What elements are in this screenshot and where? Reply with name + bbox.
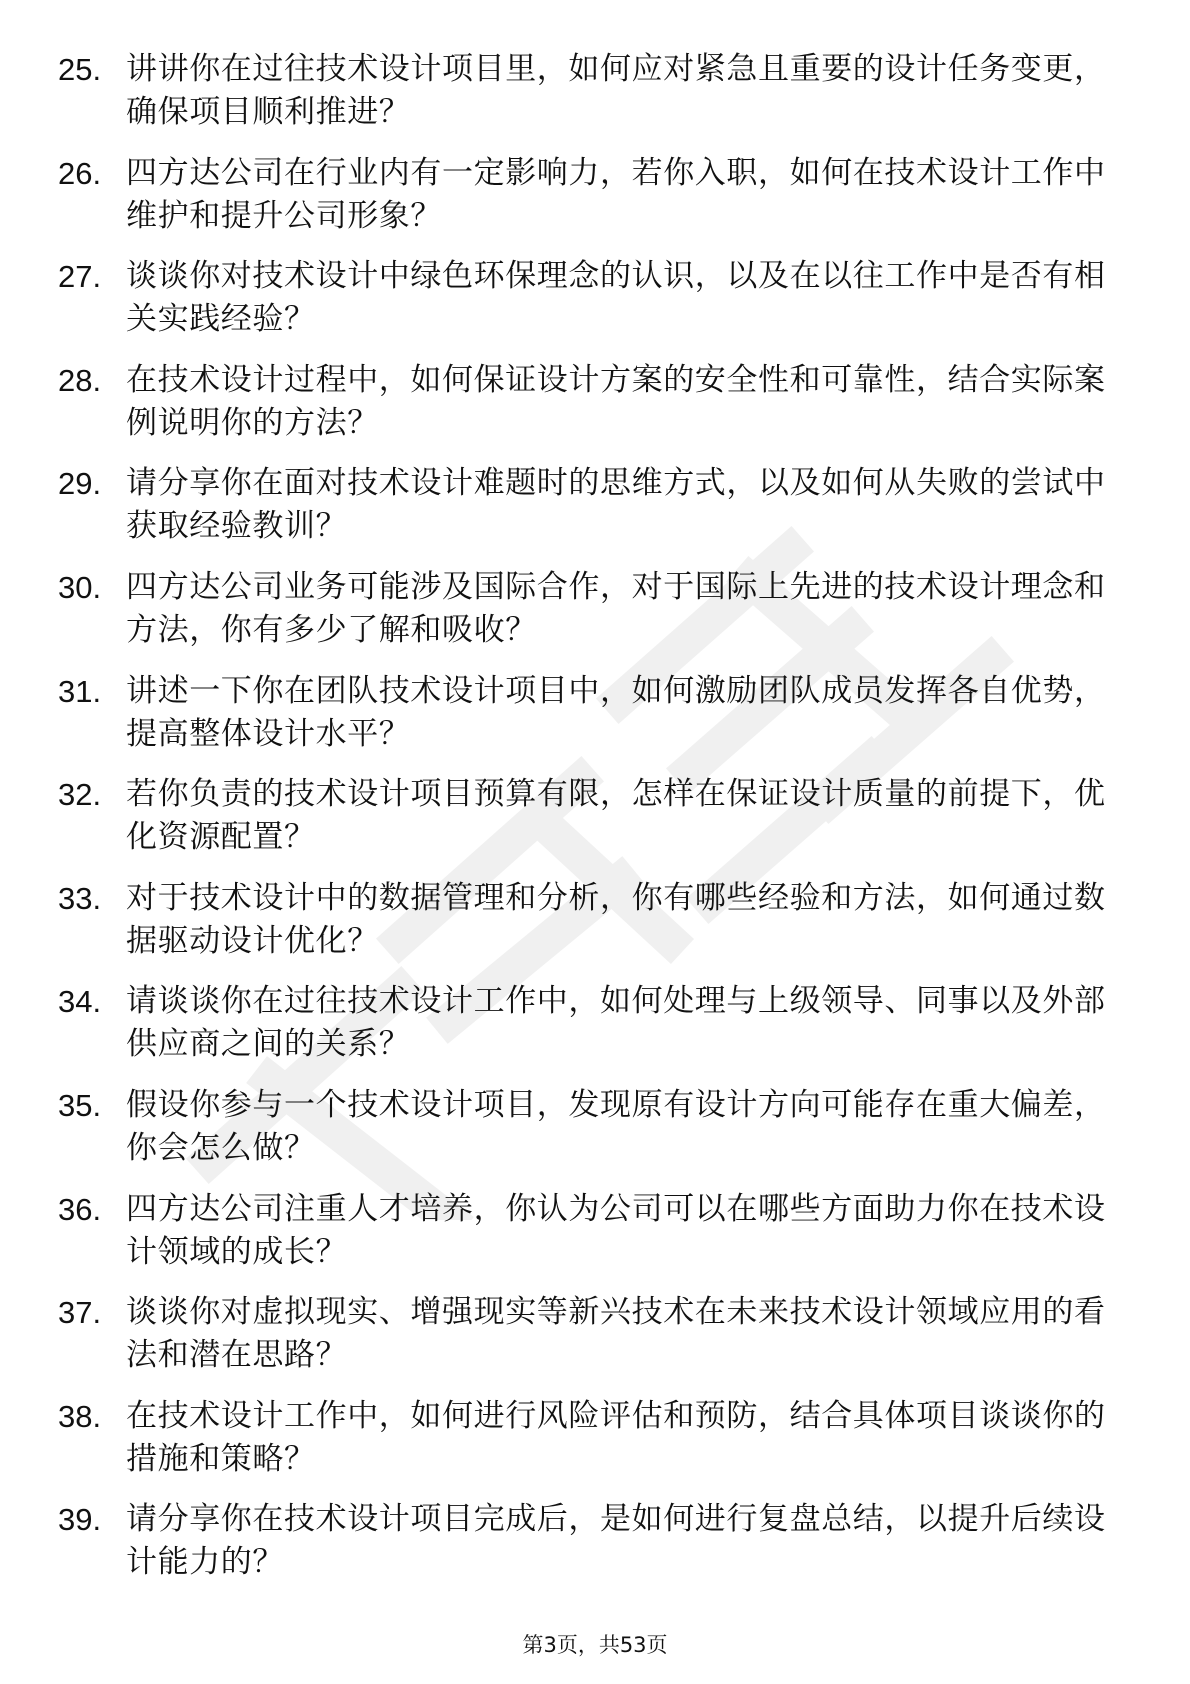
- question-item: [58, 48, 1118, 152]
- question-text: 讲述一下你在团队技术设计项目中，如何激励团队成员发挥各自优势，提高整体设计水平？: [126, 672, 1106, 752]
- question-number: 30.: [58, 569, 102, 605]
- question-item: [58, 1498, 1118, 1602]
- question-item: [58, 877, 1118, 981]
- page-footer: [0, 1632, 1190, 1658]
- question-item: [58, 1395, 1118, 1499]
- question-text: 讲讲你在过往技术设计项目里，如何应对紧急且重要的设计任务变更，确保项目顺利推进？: [126, 51, 1106, 130]
- question-number: 27.: [58, 259, 102, 295]
- question-list: [58, 48, 1118, 1602]
- question-text: 四方达公司在行业内有一定影响力，若你入职，如何在技术设计工作中维护和提升公司形象？: [126, 154, 1106, 234]
- question-item: [58, 980, 1118, 1084]
- question-text: 谈谈你对虚拟现实、增强现实等新兴技术在未来技术设计领域应用的看法和潜在思路？: [126, 1294, 1106, 1374]
- question-text: 在技术设计过程中，如何保证设计方案的安全性和可靠性，结合实际案例说明你的方法？: [126, 361, 1106, 441]
- question-number: 35.: [58, 1087, 102, 1123]
- question-number: 33.: [58, 880, 102, 916]
- question-text: 在技术设计工作中，如何进行风险评估和预防，结合具体项目谈谈你的措施和策略？: [126, 1397, 1106, 1477]
- question-item: [58, 255, 1118, 359]
- question-text: 对于技术设计中的数据管理和分析，你有哪些经验和方法，如何通过数据驱动设计优化？: [126, 879, 1106, 959]
- question-item: [58, 359, 1118, 463]
- question-item: [58, 1084, 1118, 1188]
- question-text: 若你负责的技术设计项目预算有限，怎样在保证设计质量的前提下，优化资源配置？: [126, 776, 1106, 856]
- question-item: [58, 773, 1118, 877]
- question-number: 28.: [58, 362, 102, 398]
- question-item: [58, 152, 1118, 256]
- question-item: [58, 462, 1118, 566]
- question-text: 四方达公司业务可能涉及国际合作，对于国际上先进的技术设计理念和方法，你有多少了解和吸收？: [126, 568, 1106, 648]
- question-text: 请分享你在面对技术设计难题时的思维方式，以及如何从失败的尝试中获取经验教训？: [126, 465, 1106, 545]
- question-text: 四方达公司注重人才培养，你认为公司可以在哪些方面助力你在技术设计领域的成长？: [126, 1190, 1106, 1270]
- question-number: 29.: [58, 466, 102, 502]
- question-number: 34.: [58, 984, 102, 1020]
- question-text: 请谈谈你在过往技术设计工作中，如何处理与上级领导、同事以及外部供应商之间的关系？: [126, 983, 1106, 1063]
- question-number: 36.: [58, 1191, 102, 1227]
- question-text: 假设你参与一个技术设计项目，发现原有设计方向可能存在重大偏差，你会怎么做？: [126, 1086, 1106, 1166]
- question-number: 26.: [58, 155, 102, 191]
- question-item: [58, 1291, 1118, 1395]
- question-number: 38.: [58, 1398, 102, 1434]
- question-text: 请分享你在技术设计项目完成后，是如何进行复盘总结，以提升后续设计能力的？: [126, 1501, 1106, 1581]
- question-item: [58, 670, 1118, 774]
- question-number: 31.: [58, 673, 102, 709]
- question-number: 25.: [58, 52, 102, 87]
- page-number-label: 第3页，共53页: [522, 1633, 668, 1657]
- question-text: 谈谈你对技术设计中绿色环保理念的认识，以及在以往工作中是否有相关实践经验？: [126, 258, 1106, 338]
- question-item: [58, 1188, 1118, 1292]
- question-item: [58, 566, 1118, 670]
- question-number: 32.: [58, 777, 102, 813]
- question-number: 37.: [58, 1295, 102, 1331]
- question-number: 39.: [58, 1502, 102, 1538]
